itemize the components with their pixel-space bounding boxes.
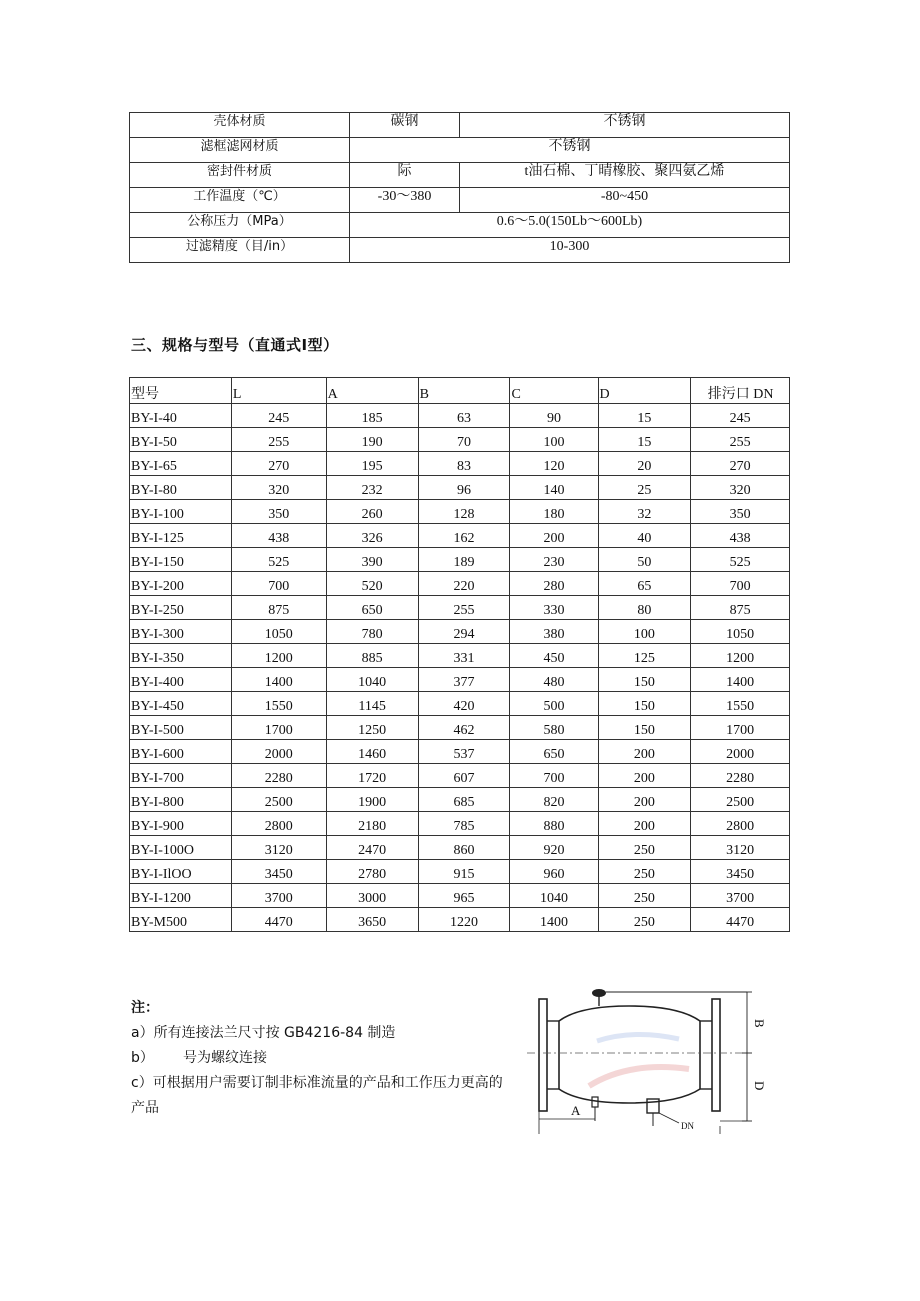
value-cell: 860 (418, 836, 510, 860)
value-cell: 96 (418, 476, 510, 500)
table-row (130, 404, 790, 428)
value-cell: 875 (231, 596, 326, 620)
value-cell: 200 (598, 812, 691, 836)
material-value-carbon: 碳钢 (350, 113, 460, 138)
model-cell: BY-I-300 (130, 620, 232, 644)
value-cell: 650 (326, 596, 418, 620)
note-a: a）所有连接法兰尺寸按 GB4216-84 制造 (131, 1025, 396, 1041)
value-cell: 700 (691, 572, 790, 596)
model-cell: BY-I-50 (130, 428, 232, 452)
material-label: 公称压力（MPa） (130, 213, 350, 238)
material-label: 壳体材质 (130, 113, 350, 138)
value-cell: 100 (598, 620, 691, 644)
table-row (130, 476, 790, 500)
value-cell: 189 (418, 548, 510, 572)
table-row (130, 716, 790, 740)
value-cell: 331 (418, 644, 510, 668)
note-b-prefix: b） (131, 1050, 154, 1066)
value-cell: 3120 (691, 836, 790, 860)
model-cell: BY-I-125 (130, 524, 232, 548)
value-cell: 255 (691, 428, 790, 452)
value-cell: 230 (510, 548, 598, 572)
value-cell: 70 (418, 428, 510, 452)
material-value-carbon: 际 (350, 163, 460, 188)
table-row (130, 452, 790, 476)
value-cell: 90 (510, 404, 598, 428)
value-cell: 190 (326, 428, 418, 452)
table-row (130, 644, 790, 668)
value-cell: 83 (418, 452, 510, 476)
value-cell: 15 (598, 404, 691, 428)
model-cell: BY-I-350 (130, 644, 232, 668)
material-row (130, 213, 790, 238)
value-cell: 420 (418, 692, 510, 716)
value-cell: 1400 (231, 668, 326, 692)
value-cell: 2470 (326, 836, 418, 860)
material-row (130, 188, 790, 213)
value-cell: 4470 (691, 908, 790, 932)
value-cell: 520 (326, 572, 418, 596)
value-cell: 1040 (510, 884, 598, 908)
material-value-stainless: t油石棉、丁晴橡胶、聚四氨乙烯 (460, 163, 790, 188)
value-cell: 780 (326, 620, 418, 644)
value-cell: 65 (598, 572, 691, 596)
value-cell: 250 (598, 884, 691, 908)
value-cell: 180 (510, 500, 598, 524)
value-cell: 3450 (691, 860, 790, 884)
value-cell: 128 (418, 500, 510, 524)
material-row (130, 138, 790, 163)
model-cell: BY-I-250 (130, 596, 232, 620)
value-cell: 390 (326, 548, 418, 572)
value-cell: 1550 (691, 692, 790, 716)
table-row (130, 764, 790, 788)
value-cell: 200 (510, 524, 598, 548)
model-cell: BY-I-800 (130, 788, 232, 812)
model-cell: BY-I-150 (130, 548, 232, 572)
value-cell: 100 (510, 428, 598, 452)
value-cell: 700 (510, 764, 598, 788)
value-cell: 380 (510, 620, 598, 644)
value-cell: 162 (418, 524, 510, 548)
spec-table (129, 377, 790, 932)
model-cell: BY-I-100 (130, 500, 232, 524)
value-cell: 350 (231, 500, 326, 524)
value-cell: 3120 (231, 836, 326, 860)
value-cell: 250 (598, 836, 691, 860)
table-row (130, 548, 790, 572)
model-cell: BY-I-600 (130, 740, 232, 764)
value-cell: 438 (691, 524, 790, 548)
model-cell: BY-M500 (130, 908, 232, 932)
value-cell: 2780 (326, 860, 418, 884)
value-cell: 1460 (326, 740, 418, 764)
value-cell: 785 (418, 812, 510, 836)
value-cell: 260 (326, 500, 418, 524)
value-cell: 685 (418, 788, 510, 812)
value-cell: 438 (231, 524, 326, 548)
value-cell: 40 (598, 524, 691, 548)
table-row (130, 908, 790, 932)
model-cell: BY-I-80 (130, 476, 232, 500)
value-cell: 450 (510, 644, 598, 668)
model-cell: BY-I-40 (130, 404, 232, 428)
value-cell: 3650 (326, 908, 418, 932)
value-cell: 2500 (231, 788, 326, 812)
table-row (130, 692, 790, 716)
model-cell: BY-I-450 (130, 692, 232, 716)
material-table (129, 112, 790, 263)
value-cell: 4470 (231, 908, 326, 932)
value-cell: 1050 (691, 620, 790, 644)
value-cell: 3000 (326, 884, 418, 908)
value-cell: 195 (326, 452, 418, 476)
model-cell: BY-I-100O (130, 836, 232, 860)
value-cell: 2000 (231, 740, 326, 764)
material-value-stainless: 不锈钢 (460, 113, 790, 138)
value-cell: 63 (418, 404, 510, 428)
value-cell: 25 (598, 476, 691, 500)
value-cell: 350 (691, 500, 790, 524)
value-cell: 607 (418, 764, 510, 788)
value-cell: 2000 (691, 740, 790, 764)
material-value: 0.6～5.0(150Lb～600Lb) (350, 213, 790, 238)
value-cell: 3450 (231, 860, 326, 884)
value-cell: 20 (598, 452, 691, 476)
material-label: 过滤精度（目/in） (130, 238, 350, 263)
model-cell: BY-I-1200 (130, 884, 232, 908)
spec-header-cell: 型号 (130, 378, 232, 404)
value-cell: 2500 (691, 788, 790, 812)
value-cell: 650 (510, 740, 598, 764)
model-cell: BY-I-700 (130, 764, 232, 788)
material-value: 不锈钢 (350, 138, 790, 163)
model-cell: BY-I-500 (130, 716, 232, 740)
table-row (130, 524, 790, 548)
value-cell: 255 (231, 428, 326, 452)
notes-title: 注： (131, 1000, 159, 1016)
dim-b-label: B (752, 1019, 767, 1028)
model-cell: BY-I-900 (130, 812, 232, 836)
table-row (130, 788, 790, 812)
table-row (130, 740, 790, 764)
table-row (130, 860, 790, 884)
value-cell: 1400 (510, 908, 598, 932)
value-cell: 480 (510, 668, 598, 692)
material-label: 密封件材质 (130, 163, 350, 188)
value-cell: 1900 (326, 788, 418, 812)
table-row (130, 428, 790, 452)
material-label: 工作温度（℃） (130, 188, 350, 213)
value-cell: 1200 (691, 644, 790, 668)
value-cell: 880 (510, 812, 598, 836)
value-cell: 270 (691, 452, 790, 476)
value-cell: 965 (418, 884, 510, 908)
table-row (130, 572, 790, 596)
value-cell: 185 (326, 404, 418, 428)
value-cell: 294 (418, 620, 510, 644)
table-row (130, 836, 790, 860)
note-c: c）可根据用户需要订制非标准流量的产品和工作压力更高的产品 (131, 1075, 503, 1116)
value-cell: 3700 (231, 884, 326, 908)
material-row (130, 163, 790, 188)
value-cell: 150 (598, 716, 691, 740)
model-cell: BY-I-400 (130, 668, 232, 692)
value-cell: 875 (691, 596, 790, 620)
left-flange (539, 999, 547, 1111)
material-value: 10-300 (350, 238, 790, 263)
material-row (130, 113, 790, 138)
value-cell: 255 (418, 596, 510, 620)
spec-header-cell: C (510, 378, 598, 404)
value-cell: 220 (418, 572, 510, 596)
value-cell: 1400 (691, 668, 790, 692)
value-cell: 525 (691, 548, 790, 572)
notes (131, 996, 516, 1121)
value-cell: 1050 (231, 620, 326, 644)
value-cell: 245 (231, 404, 326, 428)
value-cell: 326 (326, 524, 418, 548)
value-cell: 140 (510, 476, 598, 500)
spec-header-cell: D (598, 378, 691, 404)
dim-a-label: A (571, 1103, 581, 1118)
section-title: 三、规格与型号（直通式Ⅰ型） (131, 336, 339, 354)
value-cell: 915 (418, 860, 510, 884)
material-value-carbon: -30～380 (350, 188, 460, 213)
value-cell: 462 (418, 716, 510, 740)
value-cell: 150 (598, 668, 691, 692)
model-cell: BY-I-200 (130, 572, 232, 596)
dim-d-label: D (752, 1081, 767, 1091)
value-cell: 537 (418, 740, 510, 764)
strainer-body (559, 1006, 700, 1103)
value-cell: 245 (691, 404, 790, 428)
spec-header-row (130, 378, 790, 404)
value-cell: 250 (598, 860, 691, 884)
material-value-stainless: -80~450 (460, 188, 790, 213)
value-cell: 2800 (691, 812, 790, 836)
model-cell: BY-I-IlOO (130, 860, 232, 884)
value-cell: 2280 (231, 764, 326, 788)
table-row (130, 884, 790, 908)
table-row (130, 500, 790, 524)
table-row (130, 596, 790, 620)
value-cell: 320 (231, 476, 326, 500)
value-cell: 1200 (231, 644, 326, 668)
value-cell: 200 (598, 740, 691, 764)
value-cell: 525 (231, 548, 326, 572)
value-cell: 2180 (326, 812, 418, 836)
right-flange (712, 999, 720, 1111)
spec-header-cell: 排污口 DN (691, 378, 790, 404)
value-cell: 270 (231, 452, 326, 476)
spec-header-cell: L (231, 378, 326, 404)
value-cell: 885 (326, 644, 418, 668)
value-cell: 50 (598, 548, 691, 572)
value-cell: 32 (598, 500, 691, 524)
value-cell: 580 (510, 716, 598, 740)
value-cell: 1040 (326, 668, 418, 692)
dn-label: DN (681, 1121, 694, 1131)
table-row (130, 812, 790, 836)
spec-header-cell: B (418, 378, 510, 404)
value-cell: 330 (510, 596, 598, 620)
value-cell: 120 (510, 452, 598, 476)
vent-valve (592, 989, 606, 997)
value-cell: 1250 (326, 716, 418, 740)
value-cell: 920 (510, 836, 598, 860)
note-b (131, 1046, 516, 1071)
strainer-diagram (519, 981, 784, 1134)
value-cell: 200 (598, 788, 691, 812)
value-cell: 1700 (691, 716, 790, 740)
value-cell: 200 (598, 764, 691, 788)
value-cell: 80 (598, 596, 691, 620)
value-cell: 3700 (691, 884, 790, 908)
value-cell: 232 (326, 476, 418, 500)
value-cell: 2280 (691, 764, 790, 788)
value-cell: 1145 (326, 692, 418, 716)
note-b-text: 号为螺纹连接 (183, 1050, 267, 1066)
value-cell: 125 (598, 644, 691, 668)
value-cell: 250 (598, 908, 691, 932)
value-cell: 960 (510, 860, 598, 884)
value-cell: 1550 (231, 692, 326, 716)
value-cell: 280 (510, 572, 598, 596)
table-row (130, 668, 790, 692)
value-cell: 320 (691, 476, 790, 500)
material-row (130, 238, 790, 263)
value-cell: 1220 (418, 908, 510, 932)
value-cell: 15 (598, 428, 691, 452)
table-row (130, 620, 790, 644)
value-cell: 820 (510, 788, 598, 812)
value-cell: 150 (598, 692, 691, 716)
value-cell: 700 (231, 572, 326, 596)
material-label: 滤框滤网材质 (130, 138, 350, 163)
spec-header-cell: A (326, 378, 418, 404)
model-cell: BY-I-65 (130, 452, 232, 476)
value-cell: 2800 (231, 812, 326, 836)
value-cell: 1720 (326, 764, 418, 788)
value-cell: 1700 (231, 716, 326, 740)
value-cell: 377 (418, 668, 510, 692)
value-cell: 500 (510, 692, 598, 716)
